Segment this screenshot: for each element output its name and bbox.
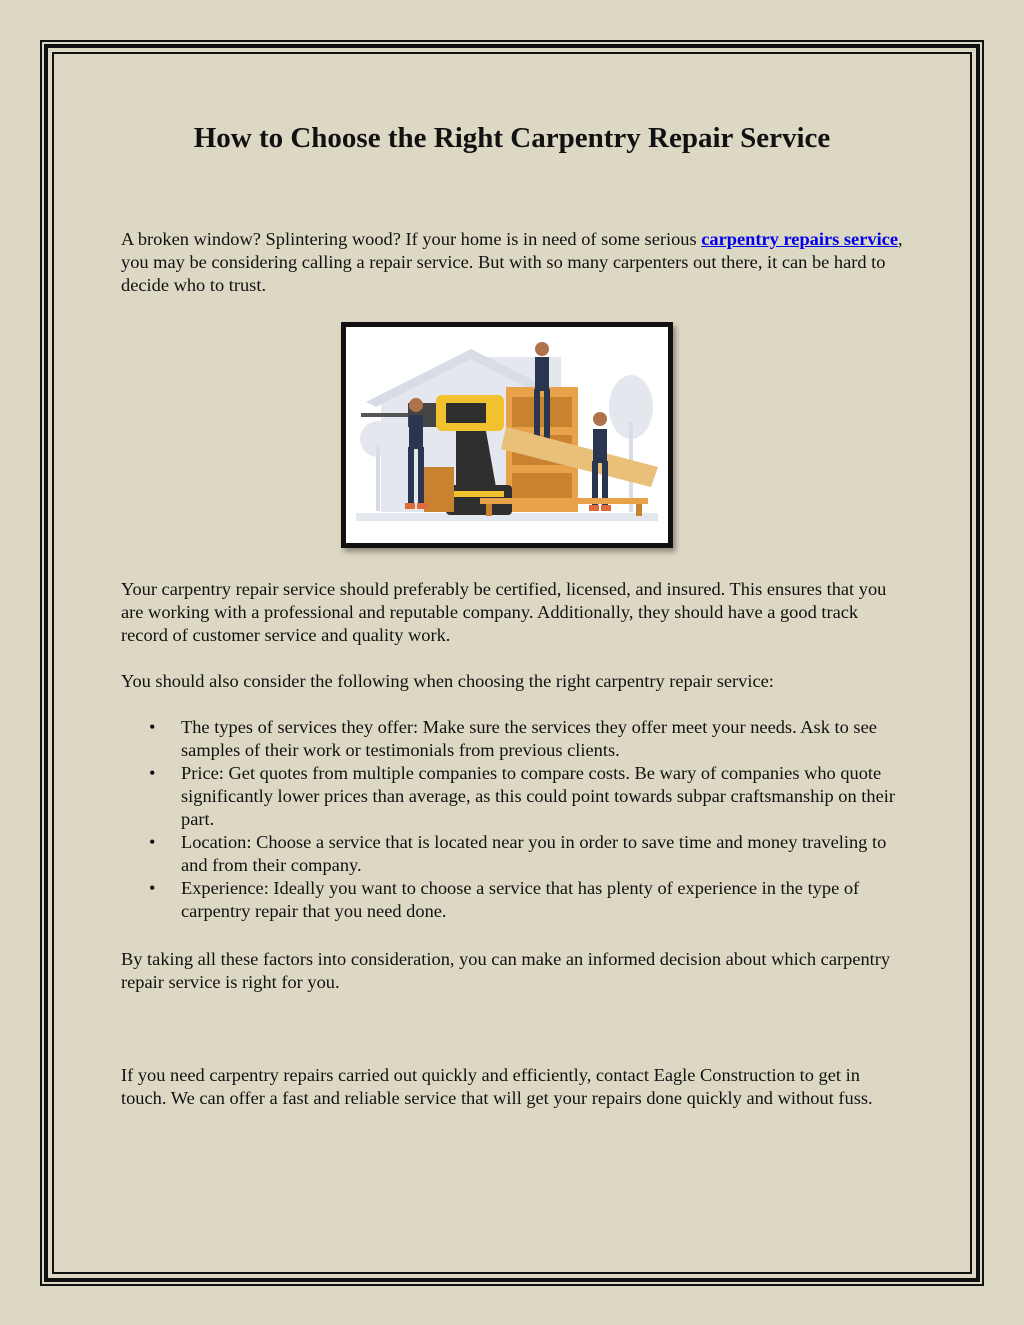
intro-text-after-link: , you may be considering calling a repair service. But with so many carpenters out there, it can be hard to decide who to trust. [121,229,903,295]
carpenters-illustration [341,322,673,548]
list-item [121,762,907,831]
factors-list [121,716,907,923]
carpentry-repairs-service-link[interactable]: carpentry repairs service [701,229,899,249]
consider-paragraph: You should also consider the following when choosing the right carpentry repair service: [121,671,774,691]
contact-paragraph: If you need carpentry repairs carried out quickly and efficiently, contact Eagle Construction to get in touch. We can offer a fast and reliable service that will get your repairs done quickly and without fuss. [121,1065,873,1108]
list-item-text: The types of services they offer: Make sure the services they offer meet your needs. Ask to see samples of their work or testimonials from previous clients. [181,717,877,760]
certified-paragraph: Your carpentry repair service should preferably be certified, licensed, and insured. This ensures that you are working with a professional and reputable company. Additionally, they should have a good track record of customer service and quality work. [121,579,887,645]
page-title: How to Choose the Right Carpentry Repair Service [193,122,831,154]
carpenters-illustration-graphic [346,327,668,543]
list-item [121,716,907,762]
intro-text-before-link: A broken window? Splintering wood? If your home is in need of some serious [121,229,702,249]
list-item-text: Experience: Ideally you want to choose a service that has plenty of experience in the type of carpentry repair that you need done. [181,878,860,921]
list-item-text: Location: Choose a service that is located near you in order to save time and money traveling to and from their company. [181,832,887,875]
conclusion-paragraph: By taking all these factors into consideration, you can make an informed decision about which carpentry repair service is right for you. [121,949,891,992]
bullet-icon: • [149,832,156,852]
list-item [121,831,907,877]
list-item [121,877,907,923]
bullet-icon: • [149,763,156,783]
list-item-text: Price: Get quotes from multiple companies to compare costs. Be wary of companies who quote significantly lower prices than average, as this could point towards subpar craftsmanship on their part. [181,763,895,829]
bullet-icon: • [149,717,156,737]
intro-paragraph [121,228,907,297]
bullet-icon: • [149,878,156,898]
